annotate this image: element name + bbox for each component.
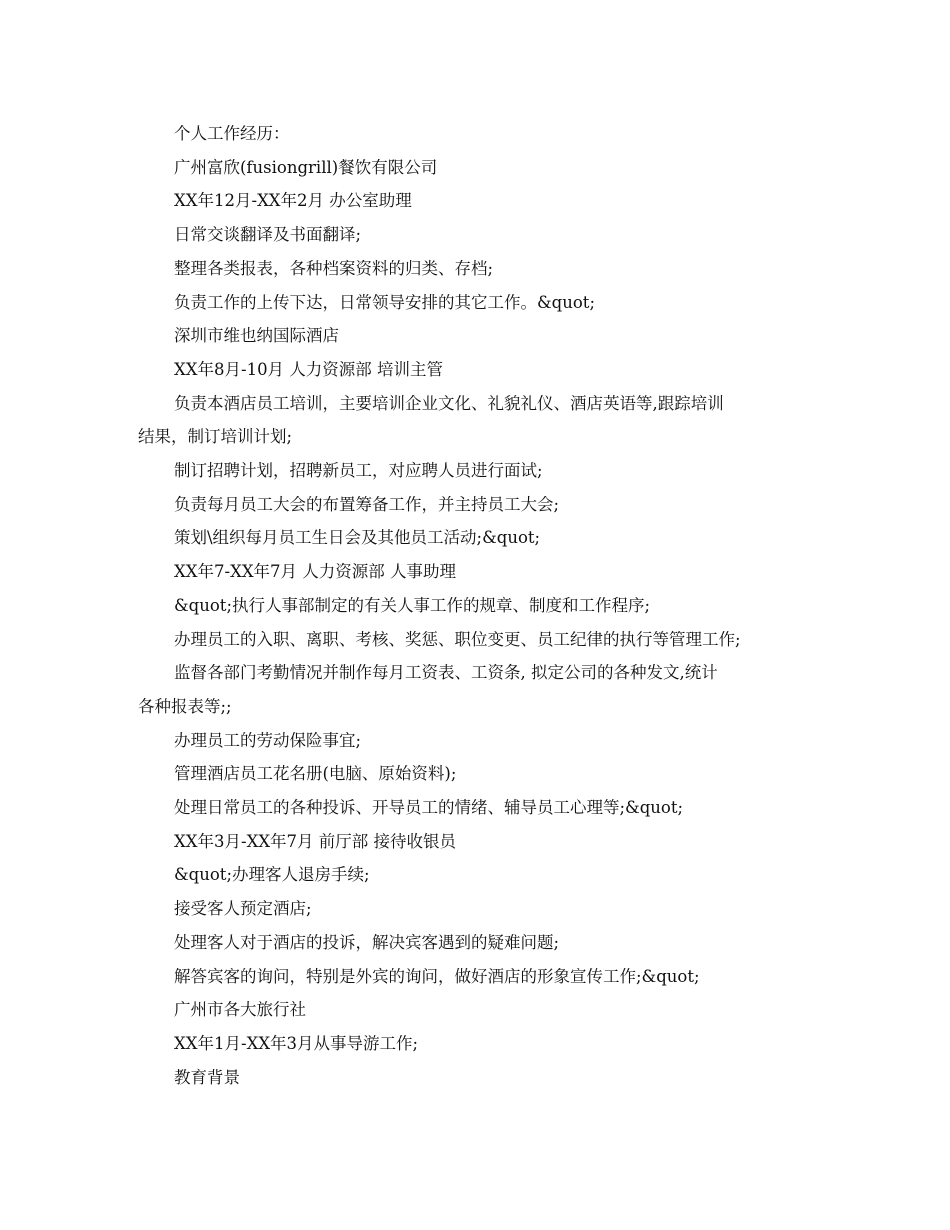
- text-line: 处理客人对于酒店的投诉，解决宾客遇到的疑难问题;: [174, 932, 560, 952]
- text-line: 教育背景: [174, 1067, 240, 1087]
- text-line: &quot;执行人事部制定的有关人事工作的规章、制度和工作程序;: [174, 595, 651, 615]
- text-line: 策划\组织每月员工生日会及其他员工活动;&quot;: [174, 528, 541, 548]
- text-line: 办理员工的劳动保险事宜;: [174, 730, 362, 750]
- text-line: 各种报表等;;: [138, 696, 232, 716]
- text-line: 办理员工的入职、离职、考核、奖惩、职位变更、员工纪律的执行等管理工作;: [174, 629, 741, 649]
- text-line: 日常交谈翻译及书面翻译;: [174, 225, 362, 245]
- text-line: 处理日常员工的各种投诉、开导员工的情绪、辅导员工心理等;&quot;: [174, 798, 684, 818]
- text-line: 管理酒店员工花名册(电脑、原始资料);: [174, 764, 457, 784]
- text-line: XX年1月-XX年3月从事导游工作;: [174, 1033, 419, 1053]
- text-line: XX年12月-XX年2月 办公室助理: [174, 191, 412, 211]
- text-line: &quot;办理客人退房手续;: [174, 865, 370, 885]
- text-line: 深圳市维也纳国际酒店: [174, 326, 339, 346]
- text-line: 广州市各大旅行社: [174, 1000, 306, 1020]
- text-line: 解答宾客的询问，特别是外宾的询问，做好酒店的形象宣传工作;&quot;: [174, 966, 700, 986]
- text-line: XX年7-XX年7月 人力资源部 人事助理: [174, 562, 457, 582]
- text-line: 整理各类报表，各种档案资料的归类、存档;: [174, 258, 494, 278]
- text-line: 结果，制订培训计划;: [138, 427, 293, 447]
- text-line: 广州富欣(fusiongrill)餐饮有限公司: [174, 157, 438, 177]
- text-line: XX年8月-10月 人力资源部 培训主管: [174, 359, 444, 379]
- text-line: 个人工作经历：: [174, 124, 290, 143]
- text-line: 负责工作的上传下达，日常领导安排的其它工作。&quot;: [174, 292, 595, 312]
- text-line: XX年3月-XX年7月 前厅部 接待收银员: [174, 831, 457, 851]
- document-body: [138, 117, 814, 1094]
- text-line: 制订招聘计划，招聘新员工，对应聘人员进行面试;: [174, 461, 543, 481]
- text-line: 负责每月员工大会的布置筹备工作，并主持员工大会;: [174, 494, 560, 514]
- text-line: 接受客人预定酒店;: [174, 899, 312, 919]
- text-line: 监督各部门考勤情况并制作每月工资表、工资条, 拟定公司的各种发文,统计: [174, 663, 718, 683]
- text-line: 负责本酒店员工培训，主要培训企业文化、礼貌礼仪、酒店英语等,跟踪培训: [174, 393, 724, 413]
